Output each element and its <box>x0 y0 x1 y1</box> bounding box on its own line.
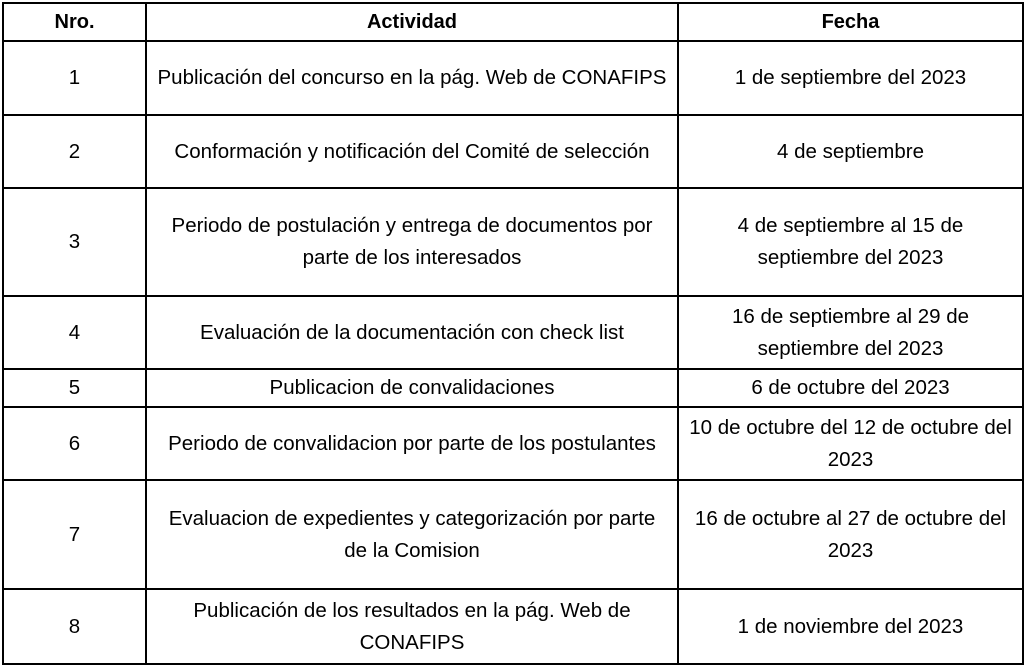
schedule-table <box>2 2 1024 665</box>
cell-fecha: 4 de septiembre <box>678 115 1023 188</box>
table-row <box>3 296 1023 369</box>
table-row <box>3 41 1023 115</box>
cell-fecha: 16 de octubre al 27 de octubre del 2023 <box>678 480 1023 589</box>
cell-actividad: Periodo de postulación y entrega de documentos por parte de los interesados <box>146 188 678 296</box>
cell-nro: 6 <box>3 407 146 480</box>
header-actividad: Actividad <box>146 3 678 41</box>
table-header-row <box>3 3 1023 41</box>
header-fecha: Fecha <box>678 3 1023 41</box>
cell-nro: 2 <box>3 115 146 188</box>
table-row <box>3 188 1023 296</box>
header-nro: Nro. <box>3 3 146 41</box>
cell-fecha: 4 de septiembre al 15 de septiembre del 2023 <box>678 188 1023 296</box>
cell-nro: 7 <box>3 480 146 589</box>
cell-actividad: Periodo de convalidacion por parte de los postulantes <box>146 407 678 480</box>
cell-fecha: 10 de octubre del 12 de octubre del 2023 <box>678 407 1023 480</box>
cell-nro: 8 <box>3 589 146 664</box>
cell-actividad: Conformación y notificación del Comité de selección <box>146 115 678 188</box>
cell-fecha: 1 de noviembre del 2023 <box>678 589 1023 664</box>
table-row <box>3 369 1023 407</box>
table-row <box>3 407 1023 480</box>
cell-actividad: Evaluacion de expedientes y categorización por parte de la Comision <box>146 480 678 589</box>
cell-fecha: 6 de octubre del 2023 <box>678 369 1023 407</box>
cell-fecha: 16 de septiembre al 29 de septiembre del 2023 <box>678 296 1023 369</box>
table-row <box>3 480 1023 589</box>
cell-nro: 4 <box>3 296 146 369</box>
cell-actividad: Evaluación de la documentación con check list <box>146 296 678 369</box>
cell-actividad: Publicacion de convalidaciones <box>146 369 678 407</box>
table-row <box>3 589 1023 664</box>
cell-nro: 1 <box>3 41 146 115</box>
table-row <box>3 115 1023 188</box>
cell-fecha: 1 de septiembre del 2023 <box>678 41 1023 115</box>
cell-nro: 5 <box>3 369 146 407</box>
cell-actividad: Publicación de los resultados en la pág. Web de CONAFIPS <box>146 589 678 664</box>
cell-nro: 3 <box>3 188 146 296</box>
cell-actividad: Publicación del concurso en la pág. Web de CONAFIPS <box>146 41 678 115</box>
